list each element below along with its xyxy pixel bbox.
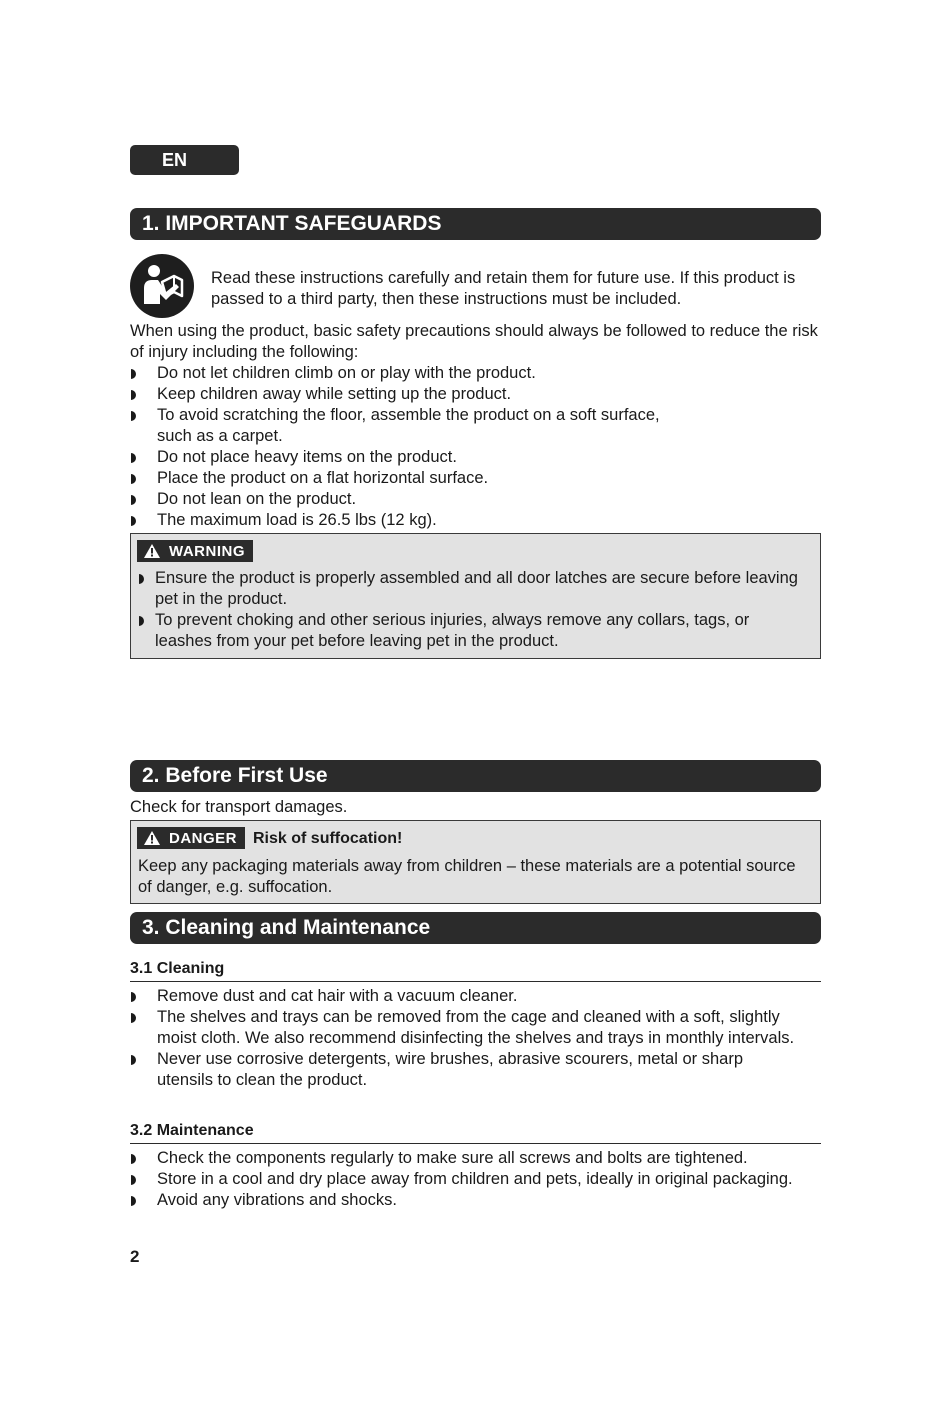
danger-box bbox=[130, 820, 821, 904]
subheading-maintenance: 3.2 Maintenance bbox=[130, 1121, 821, 1144]
list-item: Keep children away while setting up the product. bbox=[130, 384, 730, 405]
list-item: Do not place heavy items on the product. bbox=[130, 447, 730, 468]
section-title-important-safeguards: 1. IMPORTANT SAFEGUARDS bbox=[130, 208, 821, 240]
intro-text: Read these instructions carefully and retain them for future use. If this product is passed to a third party, then these instructions must be included. bbox=[211, 269, 796, 308]
danger-badge bbox=[137, 827, 245, 849]
warning-box bbox=[130, 533, 821, 659]
list-item: Never use corrosive detergents, wire brushes, abrasive scourers, metal or sharp utensils to clean the product. bbox=[130, 1049, 797, 1091]
danger-label: DANGER bbox=[169, 829, 238, 847]
language-tab: EN bbox=[130, 145, 239, 175]
warning-triangle-icon bbox=[143, 543, 161, 559]
list-item: Store in a cool and dry place away from children and pets, ideally in original packaging. bbox=[130, 1169, 830, 1190]
list-item: Do not lean on the product. bbox=[130, 489, 730, 510]
read-manual-icon bbox=[130, 254, 194, 318]
list-item: Do not let children climb on or play with the product. bbox=[130, 363, 730, 384]
list-item: To avoid scratching the floor, assemble the product on a soft surface, such as a carpet. bbox=[130, 405, 697, 447]
danger-triangle-icon bbox=[143, 830, 161, 846]
list-item: Avoid any vibrations and shocks. bbox=[130, 1190, 830, 1211]
transport-check-text: Check for transport damages. bbox=[130, 798, 348, 816]
list-item: Remove dust and cat hair with a vacuum cleaner. bbox=[130, 986, 822, 1007]
warning-label: WARNING bbox=[169, 542, 245, 560]
cleaning-list bbox=[130, 986, 822, 1091]
safeguards-list bbox=[130, 363, 730, 531]
danger-heading: Risk of suffocation! bbox=[253, 830, 403, 847]
list-item: Place the product on a flat horizontal surface. bbox=[130, 468, 730, 489]
list-item: Ensure the product is properly assembled and all door latches are secure before leaving pet in the product. bbox=[138, 568, 808, 610]
precautions-text: When using the product, basic safety precautions should always be followed to reduce the risk of injury including the following: bbox=[130, 322, 818, 361]
subheading-cleaning: 3.1 Cleaning bbox=[130, 959, 821, 982]
list-item: The maximum load is 26.5 lbs (12 kg). bbox=[130, 510, 730, 531]
list-item: To prevent choking and other serious injuries, always remove any collars, tags, or leashes from your pet before leaving pet in the product. bbox=[138, 610, 808, 652]
page-number: 2 bbox=[130, 1247, 140, 1266]
list-item: Check the components regularly to make sure all screws and bolts are tightened. bbox=[130, 1148, 830, 1169]
list-item: The shelves and trays can be removed from the cage and cleaned with a soft, slightly moist cloth. We also recommend disinfecting the shelves and trays in monthly intervals. bbox=[130, 1007, 822, 1049]
danger-text: Keep any packaging materials away from children – these materials are a potential source of danger, e.g. suffocation. bbox=[138, 857, 796, 896]
warning-list bbox=[138, 568, 808, 652]
warning-badge bbox=[137, 540, 253, 562]
section-title-cleaning-maintenance: 3. Cleaning and Maintenance bbox=[130, 912, 821, 944]
maintenance-list bbox=[130, 1148, 830, 1211]
section-title-before-first-use: 2. Before First Use bbox=[130, 760, 821, 792]
